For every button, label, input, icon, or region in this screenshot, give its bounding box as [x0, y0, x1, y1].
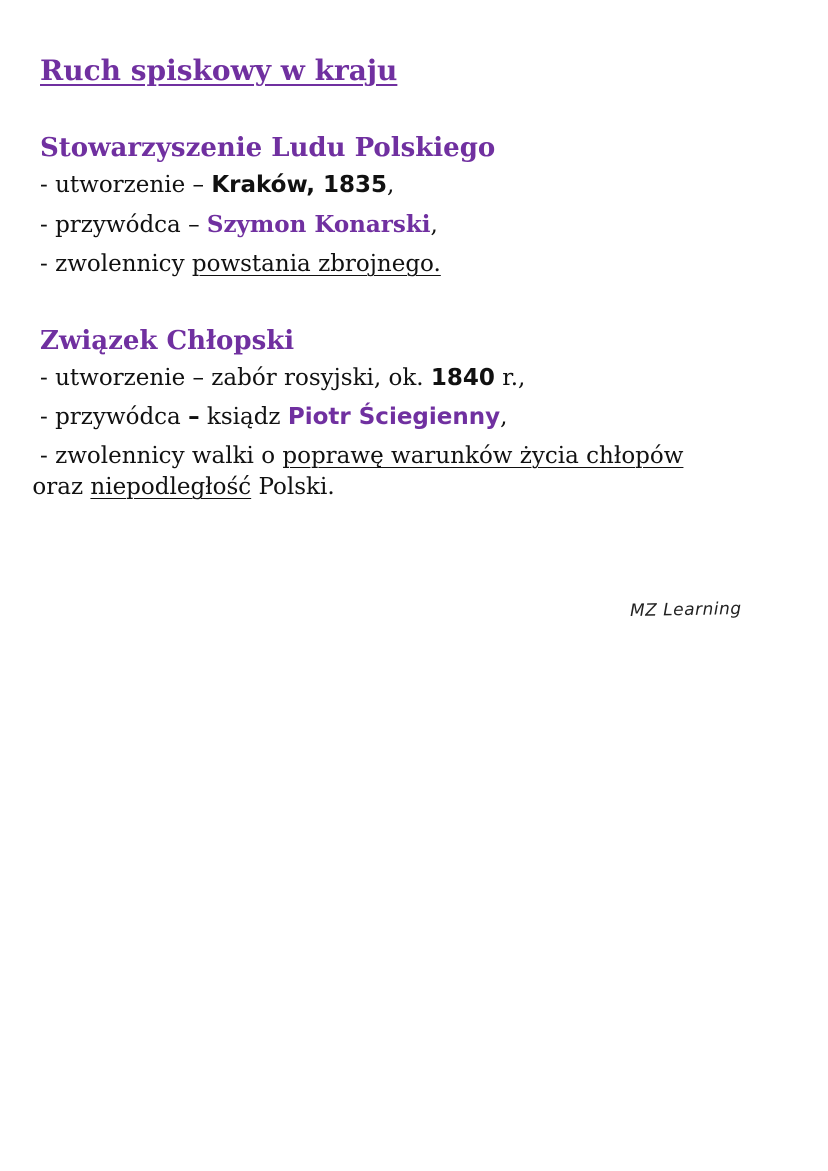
section1-line1-bold: Kraków, 1835 [211, 172, 388, 198]
section2-line3-underlined1: poprawę warunków życia chłopów [282, 443, 684, 469]
section1-line1-suffix: , [387, 172, 395, 198]
section2-line3-underlined2: niepodległość [90, 474, 252, 500]
section2-line1-suffix: r., [494, 365, 526, 391]
section2-line1-prefix: - utworzenie – zabór rosyjski, ok. [40, 365, 431, 391]
section-heading-zwiazek: Związek Chłopski [40, 326, 295, 356]
section2-line-utworzenie [40, 359, 790, 398]
section2-line-przywodca [40, 398, 790, 437]
section1-line1-prefix: - utworzenie – [40, 172, 212, 198]
section2-line2-middle: ksiądz [199, 404, 288, 430]
section2-leader-name: Piotr Ściegienny [287, 404, 501, 430]
section1-line-przywodca [40, 205, 790, 245]
mz-learning-logo: MZ Learning [629, 599, 742, 621]
section2-line2-suffix: , [500, 404, 508, 430]
section1-line-utworzenie [40, 166, 790, 205]
section-heading-stowarzyszenie: Stowarzyszenie Ludu Polskiego [40, 133, 496, 163]
section2-line2-dash: – [188, 404, 200, 430]
section1-leader-name: Szymon Konarski [206, 211, 431, 238]
section1-line3-underlined: powstania zbrojnego. [191, 251, 441, 277]
section1-line2-suffix: , [430, 212, 438, 238]
section1-line-zwolennicy [40, 245, 790, 284]
section2-line3-middle: oraz [32, 474, 91, 500]
document-page [32, 52, 790, 503]
section1-line3-prefix: - zwolennicy [40, 251, 192, 277]
section2-line-zwolennicy [32, 441, 790, 503]
section2-line3-prefix: - zwolennicy walki o [40, 443, 283, 469]
section2-line2-prefix: - przywódca [40, 404, 189, 430]
section2-line1-bold: 1840 [430, 365, 495, 391]
section2-line3-suffix: Polski. [251, 474, 335, 500]
section1-line2-prefix: - przywódca – [40, 212, 207, 238]
page-title: Ruch spiskowy w kraju [40, 54, 398, 87]
